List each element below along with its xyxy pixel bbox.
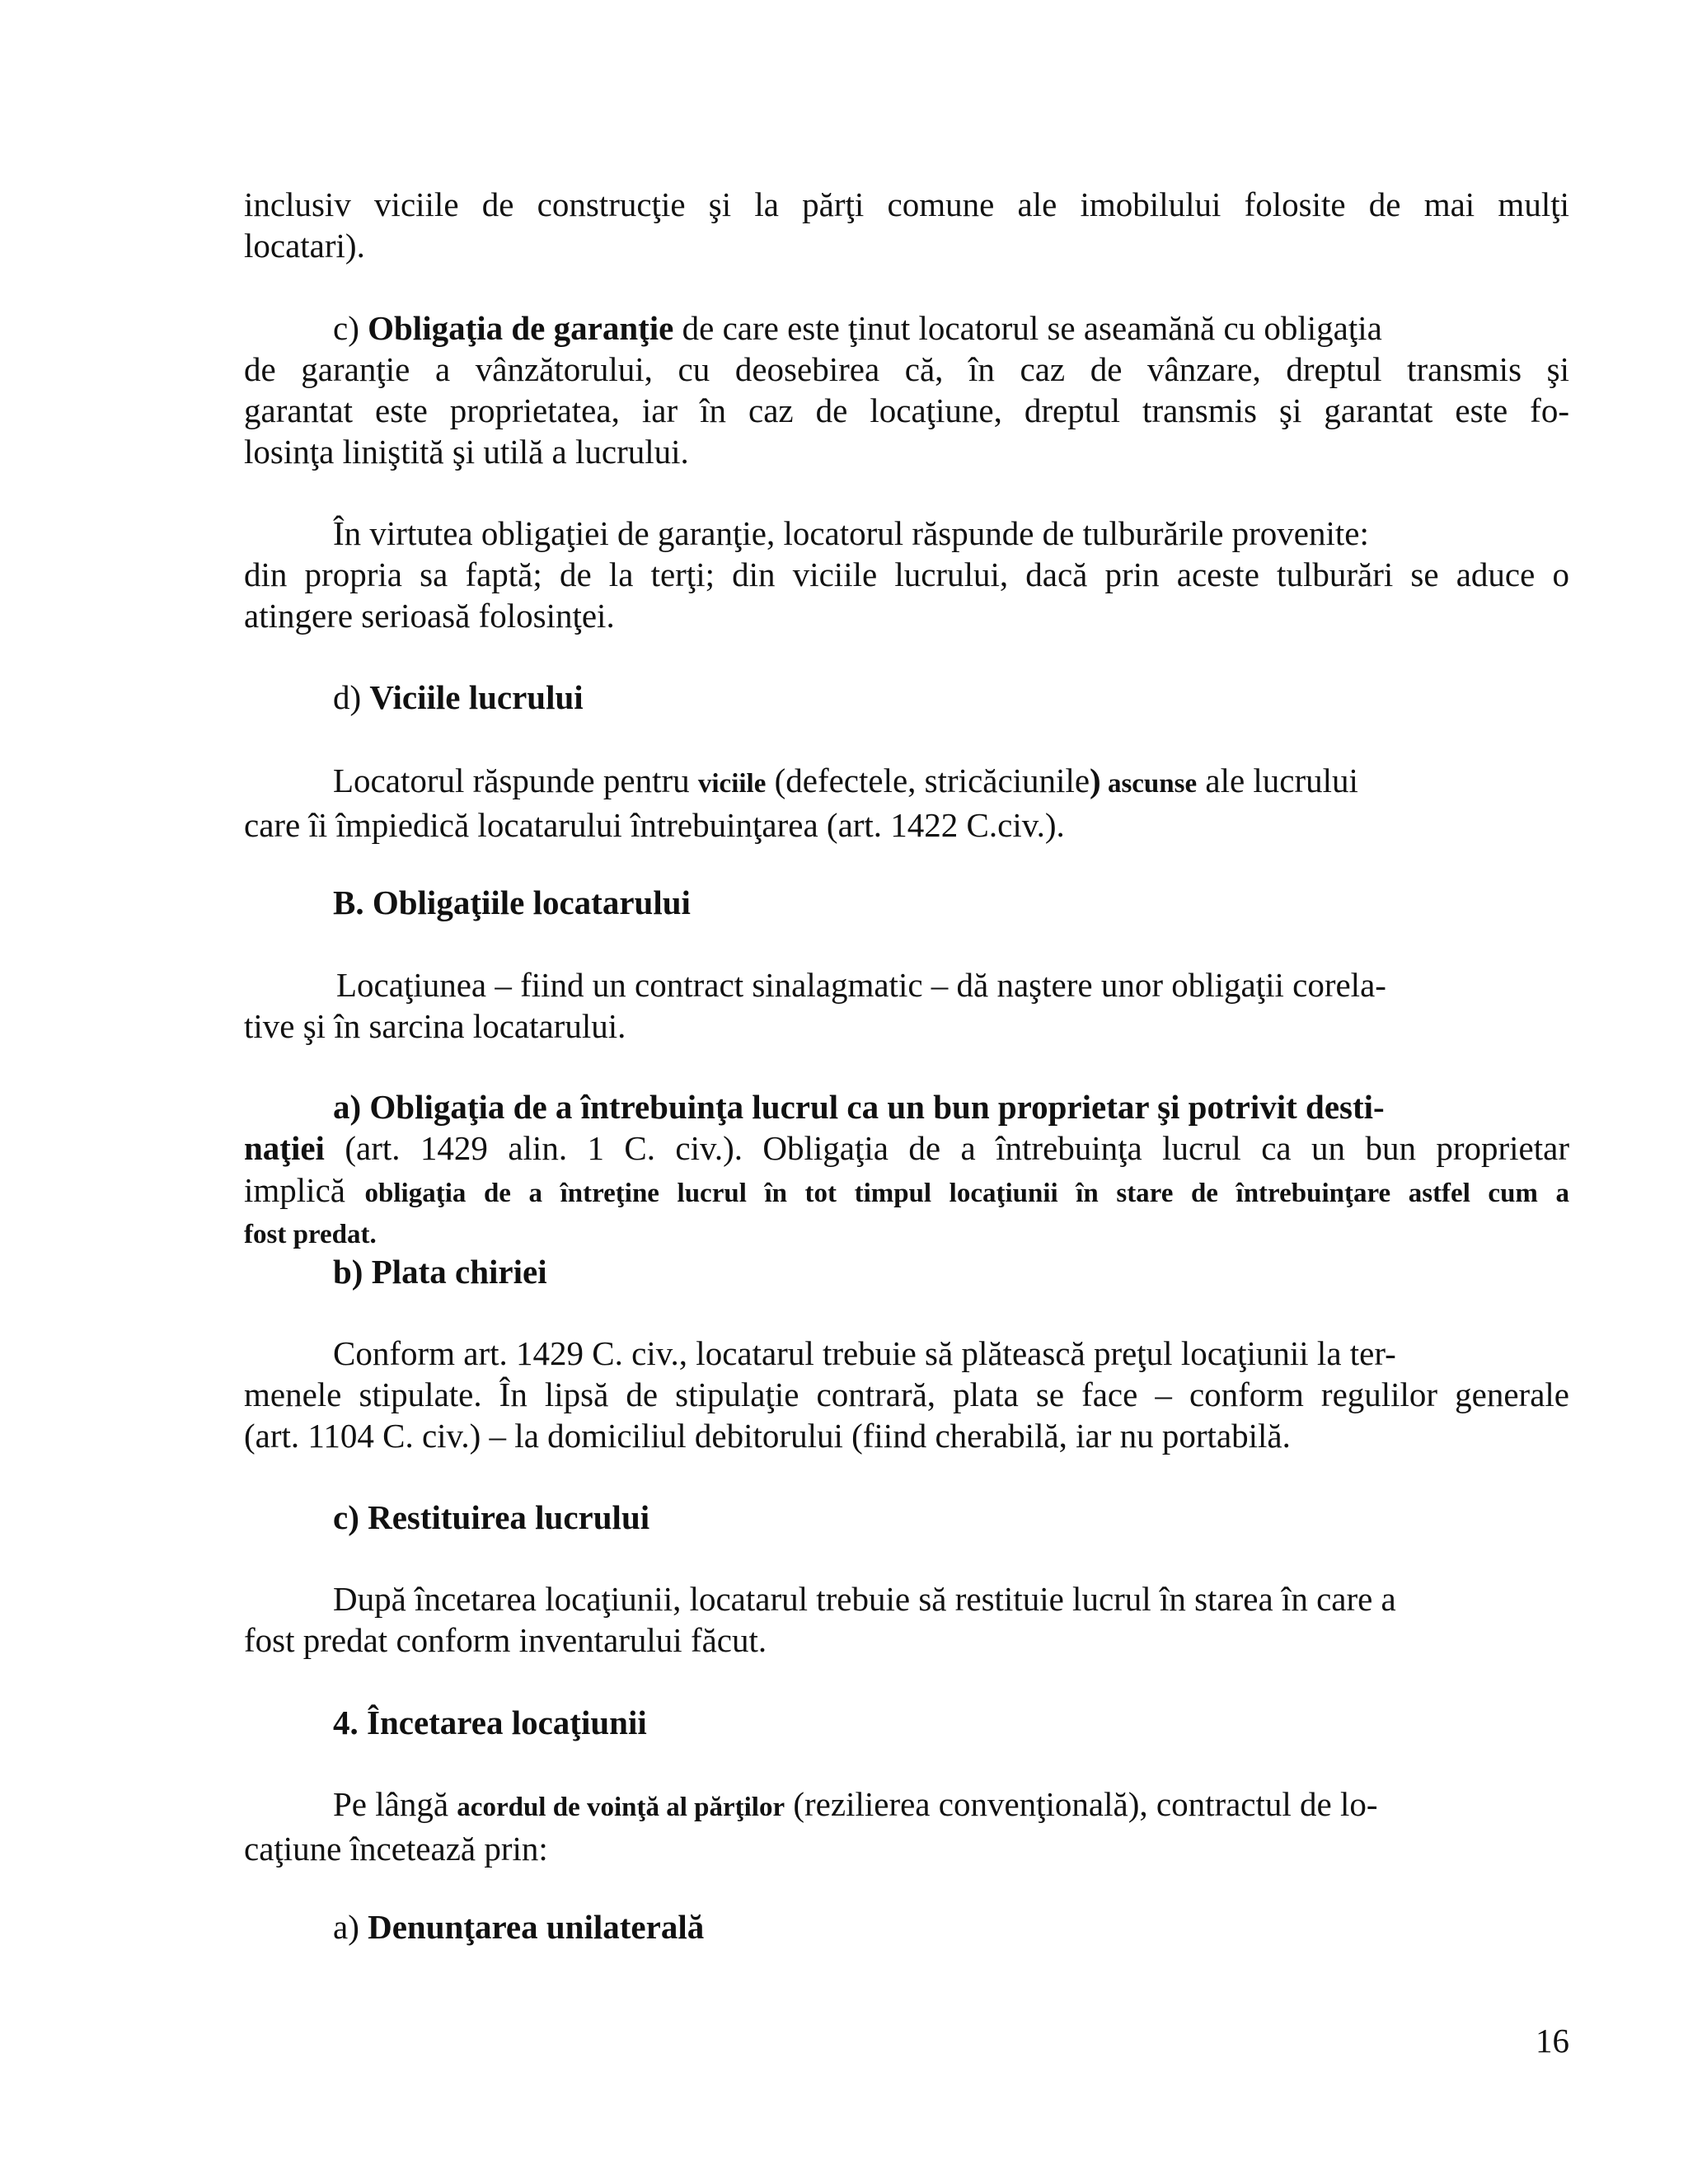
text-line: menele stipulate. În lipsă de stipulaţie contrară, plata se face – conform regulilor generale (244, 1376, 1569, 1413)
bold-term: obligaţia de a întreţine lucrul în tot timpul locaţiunii în stare de întrebuinţare astfel cum a (364, 1179, 1569, 1208)
text-line: După încetarea locaţiunii, locatarul trebuie să restituie lucrul în starea în care a (333, 1580, 1396, 1618)
text-line (244, 307, 1569, 349)
paragraph-return (244, 1578, 1569, 1661)
text-line: garantat este proprietatea, iar în caz de locaţiune, dreptul transmis şi garantat este fo- (244, 391, 1569, 429)
heading-return: c) Restituirea lucrului (333, 1498, 650, 1536)
list-marker: d) (333, 678, 370, 716)
text-line: locatari). (244, 227, 365, 265)
text-span: (rezilierea convenţională), contractul de lo- (785, 1785, 1378, 1823)
paragraph-lease-contract (244, 964, 1569, 1047)
text-line (244, 1783, 1569, 1828)
text-line: losinţa liniştită şi utilă a lucrului. (244, 433, 689, 471)
heading-unilateral-denunciation (244, 1906, 1569, 1947)
heading-defects (244, 677, 1569, 718)
text-span: ) (1090, 762, 1101, 799)
text-line: atingere serioasă folosinţei. (244, 597, 615, 635)
text-line: care îi împiedică locatarului întrebuinţarea (art. 1422 C.civ.). (244, 806, 1065, 844)
page-number: 16 (1536, 2022, 1569, 2060)
text-line: Locaţiunea – fiind un contract sinalagmatic – dă naştere unor obligaţii corela- (336, 966, 1386, 1004)
text-line: Conform art. 1429 C. civ., locatarul trebuie să plătească preţul locaţiunii la ter- (333, 1334, 1396, 1372)
list-marker: a) (333, 1908, 368, 1946)
paragraph-rent (244, 1333, 1569, 1456)
heading-text: Denunţarea unilaterală (368, 1908, 705, 1946)
bold-term: naţiei (244, 1129, 325, 1167)
paragraph-disturbances (244, 513, 1569, 636)
paragraph-termination (244, 1783, 1569, 1869)
text-line: caţiune încetează prin: (244, 1830, 548, 1868)
bold-term: ascunse (1100, 769, 1198, 799)
text-span: (art. 1429 alin. 1 C. civ.). Obligaţia de a întrebuinţa lucrul ca un bun proprietar (324, 1129, 1569, 1167)
text-line: În virtutea obligaţiei de garanţie, locatorul răspunde de tulburările provenite: (333, 514, 1369, 552)
bold-term: Obligaţia de garanţie (368, 309, 674, 347)
text-span: implică (244, 1171, 365, 1209)
text-line: a) Obligaţia de a întrebuinţa lucrul ca un bun proprietar şi potrivit desti- (333, 1088, 1385, 1126)
heading-rent-payment: b) Plata chiriei (333, 1253, 547, 1291)
text-line: din propria sa faptă; de la terţi; din viciile lucrului, dacă prin aceste tulburări se aduce o (244, 555, 1569, 593)
text-line: fost predat conform inventarului făcut. (244, 1621, 767, 1659)
bold-term: acordul de voinţă al părţilor (457, 1793, 785, 1822)
text-line: inclusiv viciile de construcţie şi la părţi comune ale imobilului folosite de mai mulţi (244, 185, 1569, 223)
list-marker: c) (333, 309, 368, 347)
text-line: tive şi în sarcina locatarului. (244, 1007, 626, 1045)
text-span: Pe lângă (333, 1785, 457, 1823)
text-span: (defectele, stricăciunile (766, 762, 1090, 799)
paragraph-hidden-defects (244, 760, 1569, 846)
heading-tenant-obligations: B. Obligaţiile locatarului (333, 883, 691, 921)
text-span: Locatorul răspunde pentru (333, 762, 698, 799)
text-line: de garanţie a vânzătorului, cu deosebirea că, în caz de vânzare, dreptul transmis şi (244, 350, 1569, 388)
paragraph-warranty-obligation (244, 307, 1569, 472)
heading-termination: 4. Încetarea locaţiunii (333, 1704, 647, 1741)
bold-term: viciile (697, 769, 767, 799)
heading-text: Viciile lucrului (369, 678, 584, 716)
text-span: ale lucrului (1197, 762, 1358, 799)
text-line (244, 760, 1569, 804)
paragraph-use-obligation (244, 1086, 1569, 1254)
text-line: (art. 1104 C. civ.) – la domiciliul debitorului (fiind cherabilă, iar nu portabilă. (244, 1417, 1291, 1455)
text-line (244, 1169, 1569, 1215)
text-line (244, 1127, 1569, 1169)
text-line: fost predat. (244, 1220, 377, 1249)
paragraph-construction-defects (244, 184, 1569, 266)
text-span: de care este ţinut locatorul se aseamănă cu obligaţia (673, 309, 1382, 347)
